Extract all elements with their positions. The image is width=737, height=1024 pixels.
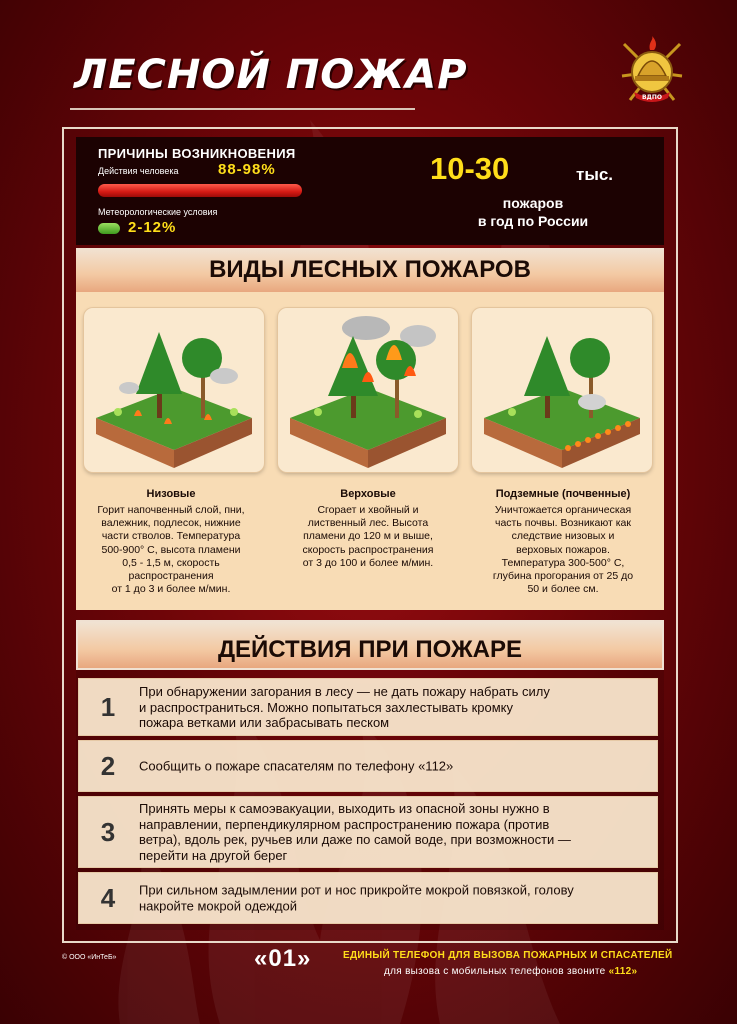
causes-title: ПРИЧИНЫ ВОЗНИКНОВЕНИЯ — [98, 146, 296, 161]
step-text — [139, 684, 649, 731]
step-text-line: пожара ветками или забрасывать песком — [139, 714, 390, 730]
description-line: пламени до 120 м и выше, — [303, 530, 433, 543]
step-text-line: При обнаружении загорания в лесу — не дать пожару набрать силу — [139, 683, 550, 699]
fires-count: 10-30 — [430, 151, 510, 186]
mobile-hotline-caption — [384, 966, 637, 977]
fires-count-caption — [448, 194, 618, 230]
fire-service-emblem-icon — [620, 36, 684, 108]
description-line: Уничтожается органическая — [494, 504, 632, 516]
ground-fire-card — [84, 308, 264, 472]
underground-fire-description — [465, 504, 661, 596]
action-step — [78, 678, 658, 736]
description-line: часть почвы. Возникают как — [495, 517, 631, 530]
fire-types-section — [76, 248, 664, 610]
fires-count-unit: тыс. — [576, 165, 614, 184]
step-text-line: перейти на другой берег — [139, 847, 288, 863]
description-line: 0,5 - 1,5 м, скорость — [122, 556, 220, 569]
description-line: верховых пожаров. — [516, 543, 610, 556]
step-text-line: При сильном задымлении рот и нос прикройте мокрой повязкой, голову — [139, 882, 574, 898]
description-line: от 1 до 3 и более м/мин. — [111, 583, 231, 596]
mobile-hotline-text: для вызова с мобильных телефонов звоните — [384, 966, 606, 977]
crown-fire-description — [270, 504, 466, 570]
step-text-line: и распространиться. Можно попытаться захлестывать кромку — [139, 699, 514, 715]
crown-fire-card — [278, 308, 458, 472]
description-line: части стволов. Температура — [101, 530, 241, 543]
step-text — [139, 758, 649, 774]
step-text-line: Принять меры к самоэвакуации, выходить из опасной зоны нужно в — [139, 801, 550, 816]
description-line: глубина прогорания от 25 до — [492, 570, 634, 583]
fires-count-caption-line: в год по России — [477, 213, 589, 229]
fires-count-caption-line: пожаров — [502, 195, 564, 211]
copyright: © ООО «ИнТеБ» — [62, 954, 117, 961]
human-cause-percent: 88-98% — [218, 161, 276, 178]
action-step — [78, 796, 658, 868]
human-cause-label: Действия человека — [98, 166, 179, 176]
actions-heading: ДЕЙСТВИЯ ПРИ ПОЖАРЕ — [76, 620, 664, 670]
description-line: Горит напочвенный слой, пни, — [97, 504, 245, 516]
underground-fire-title: Подземные (почвенные) — [495, 488, 631, 500]
step-text-line: накройте мокрой одеждой — [139, 898, 298, 913]
step-text-line: направлении, перпендикулярном распространению пожара (против — [139, 816, 550, 832]
weather-cause-label: Метеорологические условия — [98, 207, 218, 217]
description-line: следствие низовых и — [511, 530, 615, 543]
description-line: распространения — [128, 570, 214, 583]
hotline-caption: ЕДИНЫЙ ТЕЛЕФОН ДЛЯ ВЫЗОВА ПОЖАРНЫХ И СПАСАТЕЛЕЙ — [343, 950, 673, 961]
weather-cause-percent: 2-12% — [128, 219, 177, 236]
crown-fire-title: Верховые — [340, 488, 396, 500]
mobile-hotline-number: «112» — [608, 966, 638, 977]
action-step — [78, 872, 658, 924]
step-text — [139, 883, 649, 914]
description-line: 50 и более см. — [527, 583, 599, 596]
emblem-text: ВДПО — [641, 94, 663, 101]
title-underline — [70, 108, 415, 110]
ground-fire-illustration — [84, 308, 264, 472]
description-line: 500-900° С, высота пламени — [101, 543, 241, 556]
weather-cause-bar — [98, 223, 120, 234]
description-line: валежник, подлесок, нижние — [101, 517, 241, 530]
ground-fire-description — [73, 504, 269, 596]
step-text-line: ветра), вдоль рек, ручьев или даже по самой воде, при возможности — — [139, 832, 571, 847]
page-title: ЛЕСНОЙ ПОЖАР — [74, 52, 468, 98]
underground-fire-card — [472, 308, 652, 472]
step-number: 3 — [100, 816, 116, 847]
description-line: от 3 до 100 и более м/мин. — [302, 556, 434, 569]
description-line: Сгорает и хвойный и — [317, 504, 419, 516]
action-step — [78, 740, 658, 792]
step-number: 1 — [100, 691, 116, 722]
human-cause-bar — [98, 184, 302, 197]
step-text — [139, 801, 649, 863]
causes-panel — [76, 137, 664, 245]
description-line: скорость распространения — [302, 543, 434, 556]
actions-section — [76, 620, 664, 930]
description-line: лиственный лес. Высота — [307, 517, 429, 530]
fire-types-heading: ВИДЫ ЛЕСНЫХ ПОЖАРОВ — [76, 248, 664, 292]
step-number: 4 — [100, 882, 116, 913]
description-line: Температура 300-500° С, — [501, 556, 625, 569]
step-number: 2 — [100, 750, 116, 781]
crown-fire-illustration — [278, 308, 458, 472]
underground-fire-illustration — [472, 308, 652, 472]
step-text-line: Сообщить о пожаре спасателям по телефону «112» — [139, 758, 454, 774]
emergency-phone-number: «01» — [254, 945, 312, 972]
ground-fire-title: Низовые — [146, 488, 196, 500]
